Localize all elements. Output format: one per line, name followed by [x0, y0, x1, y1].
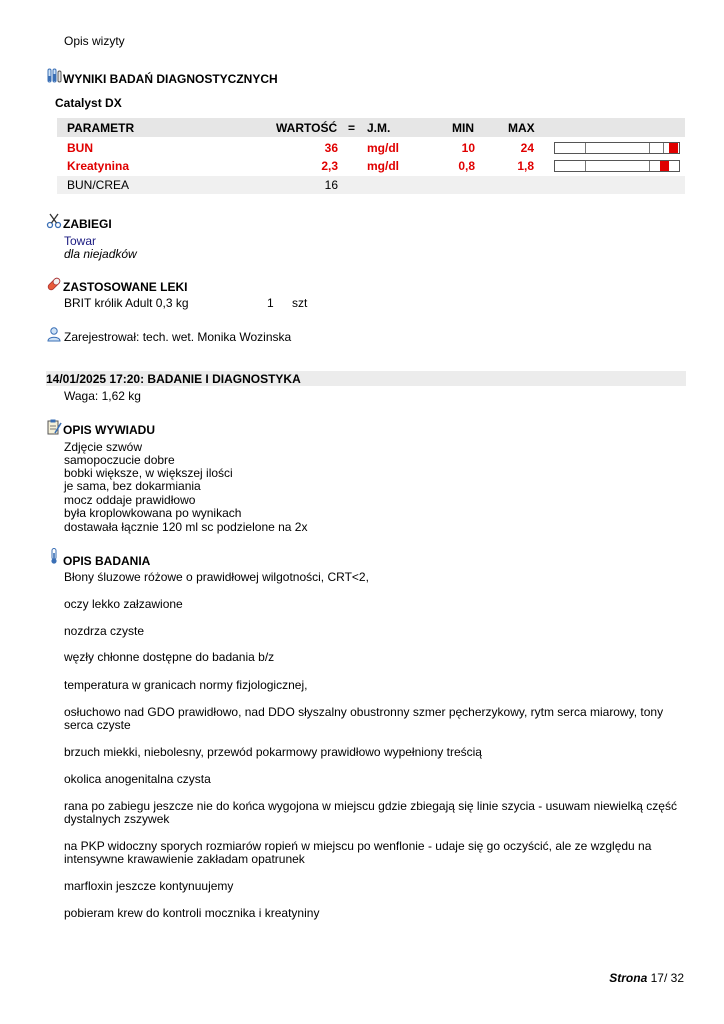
exam-paragraph: pobieram krew do kontroli mocznika i kreatyniny	[64, 906, 320, 920]
page-total: / 32	[663, 971, 684, 985]
exam-paragraph: oczy lekko załzawione	[64, 597, 183, 611]
weight: Waga: 1,62 kg	[64, 389, 141, 403]
procedures-title: ZABIEGI	[63, 217, 112, 231]
registered-by: Zarejestrował: tech. wet. Monika Wozinska	[64, 330, 292, 344]
device-name: Catalyst DX	[55, 96, 122, 110]
page-label: Strona	[609, 971, 648, 985]
param-name: BUN/CREA	[67, 178, 130, 192]
col-min: MIN	[452, 121, 474, 135]
exam-paragraph: Błony śluzowe różowe o prawidłowej wilgotności, CRT<2,	[64, 570, 369, 584]
interview-line: dostawała łącznie 120 ml sc podzielone na 2x	[64, 520, 308, 534]
param-max: 24	[520, 141, 534, 155]
param-name: Kreatynina	[67, 159, 130, 173]
exam-paragraph: okolica anogenitalna czysta	[64, 772, 211, 786]
clipboard-icon	[46, 419, 62, 435]
param-min: 0,8	[458, 159, 475, 173]
col-unit: J.M.	[367, 121, 391, 135]
range-marker	[660, 161, 669, 171]
visit-description-label: Opis wizyty	[64, 34, 125, 48]
exam-paragraph: na PKP widoczny sporych rozmiarów ropień w miejscu po wenflonie - udaje się go oczyścić, ale ze względu na intensywne krawawienie zakładam opatrunek	[64, 839, 652, 866]
visit-header: 14/01/2025 17:20: BADANIE I DIAGNOSTYKA	[46, 372, 301, 386]
exam-title: OPIS BADANIA	[63, 554, 151, 568]
exam-paragraph: brzuch miekki, niebolesny, przewód pokarmowy prawidłowo wypełniony treścią	[64, 745, 482, 759]
table-row	[57, 157, 685, 175]
scissors-icon	[46, 213, 62, 229]
exam-paragraph: nozdrza czyste	[64, 624, 145, 638]
table-row	[57, 176, 685, 194]
param-value: 36	[324, 141, 338, 155]
exam-paragraph: węzły chłonne dostępne do badania b/z	[64, 650, 275, 664]
param-unit: mg/dl	[367, 159, 399, 173]
col-max: MAX	[508, 121, 535, 135]
test-tubes-icon	[46, 68, 62, 84]
interview-title: OPIS WYWIADU	[63, 423, 155, 437]
param-unit: mg/dl	[367, 141, 399, 155]
param-value: 2,3	[321, 159, 338, 173]
exam-paragraph: osłuchowo nad GDO prawidłowo, nad DDO słyszalny obustronny szmer pęcherzykowy, rytm serca miarowy, tony serca czyste	[64, 705, 664, 732]
table-row	[57, 139, 685, 157]
procedure-note: dla niejadków	[64, 247, 137, 261]
exam-paragraph: rana po zabiegu jeszcze nie do końca wygojona w miejscu gdzie zbiegają się linie szycia - usuwam niewielką część dystalnych zszywek	[64, 799, 677, 826]
interview-line: samopoczucie dobre	[64, 453, 175, 467]
user-icon	[46, 326, 62, 342]
interview-line: Zdjęcie szwów	[64, 440, 143, 454]
param-value: 16	[324, 178, 338, 192]
param-min: 10	[461, 141, 475, 155]
interview-line: je sama, bez dokarmiania	[64, 479, 201, 493]
col-param: PARAMETR	[67, 121, 135, 135]
interview-line: mocz oddaje prawidłowo	[64, 493, 196, 507]
diagnostics-title: WYNIKI BADAŃ DIAGNOSTYCZNYCH	[63, 72, 278, 86]
drug-qty: 1	[267, 296, 274, 310]
page-current: 17	[650, 971, 664, 985]
exam-paragraph: marfloxin jeszcze kontynuujemy	[64, 879, 234, 893]
range-bar	[554, 142, 680, 154]
drug-unit: szt	[292, 296, 308, 310]
drugs-title: ZASTOSOWANE LEKI	[63, 280, 188, 294]
col-eq: =	[348, 121, 356, 135]
interview-line: bobki większe, w większej ilości	[64, 466, 233, 480]
procedure-item: Towar	[64, 234, 97, 248]
drug-name: BRIT królik Adult 0,3 kg	[64, 296, 189, 310]
page-number	[609, 971, 684, 985]
range-bar	[554, 160, 680, 172]
param-name: BUN	[67, 141, 93, 155]
thermometer-icon	[46, 548, 62, 564]
interview-line: była kroplowkowana po wynikach	[64, 506, 242, 520]
exam-paragraph: temperatura w granicach normy fizjologicznej,	[64, 678, 308, 692]
param-max: 1,8	[517, 159, 534, 173]
col-value: WARTOŚĆ	[276, 121, 338, 135]
pill-icon	[46, 276, 62, 292]
range-marker	[669, 143, 678, 153]
results-table-header	[57, 118, 685, 137]
